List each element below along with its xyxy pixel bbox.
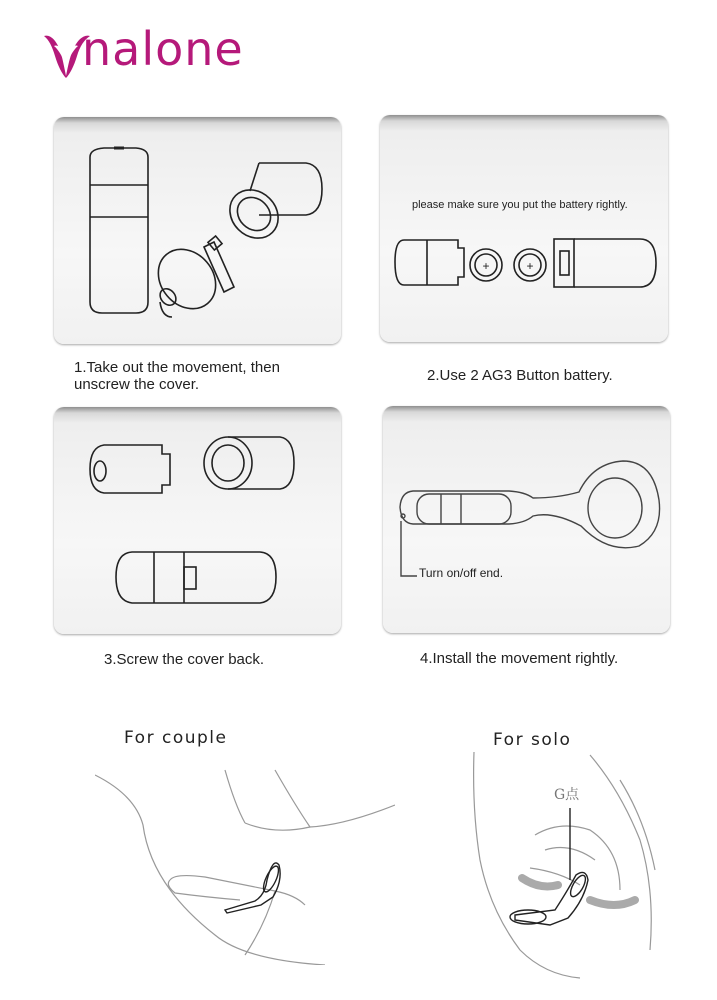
reassembled-movement-icon [54,407,341,634]
g-spot-label: G点 [554,787,580,803]
step-4-caption: 4.Install the movement rightly. [420,650,619,667]
step-3-caption: 3.Screw the cover back. [104,651,265,668]
turn-on-off-end-label: Turn on/off end. [419,566,504,580]
step-2-illustration [380,115,668,342]
for-solo-title: For solo [493,730,572,750]
battery-orientation-note: please make sure you put the battery rightly. [412,199,628,211]
battery-plus-sign-1: + [482,259,490,273]
solo-usage-illustration [470,750,690,980]
disassembled-movement-icon [54,117,341,344]
battery-plus-sign-2: + [526,259,534,273]
ring-install-icon [383,406,670,633]
step-1-caption: 1.Take out the movement, then unscrew the cover. [74,359,280,393]
couple-usage-illustration [95,765,395,965]
battery-insertion-icon [380,115,668,342]
step-2-caption: 2.Use 2 AG3 Button battery. [427,367,613,384]
brand-wordmark: nalone [82,22,244,76]
for-couple-title: For couple [124,728,228,748]
step-4-illustration [383,406,670,633]
step-3-illustration [54,407,341,634]
step-1-illustration [54,117,341,344]
